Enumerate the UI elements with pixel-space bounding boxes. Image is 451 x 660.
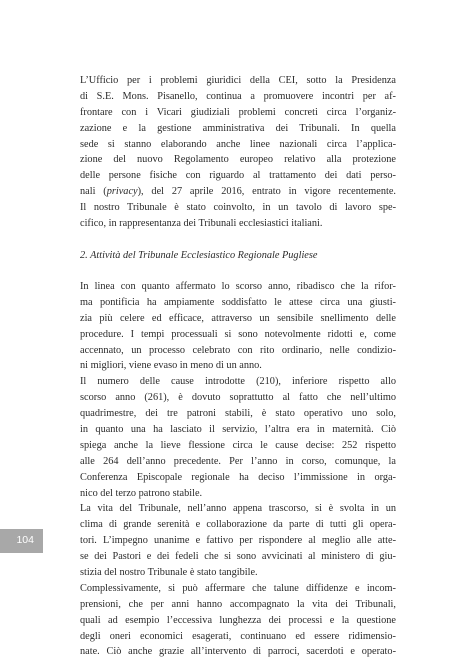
text-line: zia più celere ed efficace, attraverso un sensibile snellimento delle [80,312,396,324]
text-line: quali ad esempio l’eccessiva lunghezza dei processi e la questione [80,614,396,626]
text-line: degli oneri economici esagerati, continuano ed essere ridimensio- [80,630,396,642]
text-line: tori. L’impegno unanime e fattivo per rispondere al meglio alle atte- [80,535,396,547]
text-line: nate. Ciò anche grazie all’intervento di parroci, sacerdoti e operato- [80,646,396,658]
text-line: quadrimestre, dei tre patroni stabili, è stato operativo uno solo, [80,408,396,420]
text-line: Complessivamente, si può affermare che talune diffidenze e incom- [80,582,396,594]
text-line: stizia del nostro Tribunale è stato tangibile. [80,567,258,579]
page-number-tab [0,529,43,553]
text-line: di S.E. Mons. Pisanello, continua a promuovere incontri per af- [80,90,396,102]
text-line: scorso anno (261), è dovuto soprattutto al fatto che nell’ultimo [80,392,396,404]
text-line: in quanto una ha lasciato il servizio, l’altra era in maternità. Ciò [80,424,396,436]
page-number: 104 [16,534,34,546]
text-line: L’Ufficio per i problemi giuridici della CEI, sotto la Presidenza [80,75,396,86]
text-line: sede si stanno elaborando anche linee nazionali circa l’applica- [80,138,396,150]
text-line: delle persone fisiche con riguardo al trattamento dei dati perso- [80,170,396,182]
text-line: La vita del Tribunale, nell’anno appena trascorso, si è svolta in un [80,503,396,515]
text-line: se dei Pastori e dei fedeli che si sono avvicinati al ministero di giu- [80,551,396,563]
text-line: nico del terzo patrono stabile. [80,487,203,499]
text-line: cifico, in rappresentanza dei Tribunali ecclesiastici italiani. [80,218,323,230]
text-line: prensioni, che per anni hanno accompagnato la vita dei Tribunali, [80,598,396,610]
text-line: procedure. I tempi processuali si sono notevolmente ridotti e, come [80,328,396,340]
text-line: ma pontificia ha ampiamente soddisfatto le attese circa una giusti- [80,296,396,308]
text-line: Il nostro Tribunale è stato coinvolto, in un tavolo di lavoro spe- [80,202,396,214]
text-line: nali (privacy), del 27 aprile 2016, entrato in vigore recentemente. [80,186,396,198]
paragraph-attivita-tribunale [80,279,396,660]
text-line: In linea con quanto affermato lo scorso anno, ribadisco che la rifor- [80,281,396,292]
text-line: zazione e la gestione amministrativa dei Tribunali. In quella [80,122,396,134]
text-line: Conferenza Episcopale regionale ha deciso l’immissione in orga- [80,471,396,483]
text-line: Il numero delle cause introdotte (210), inferiore rispetto allo [80,376,396,388]
text-line: ni migliori, viene evaso in meno di un anno. [80,360,262,372]
text-line: accennato, un processo celebrato con rito ordinario, nelle condizio- [80,344,396,356]
text-line: zione del nuovo Regolamento europeo relativo alla protezione [80,154,396,166]
paragraph-ufficio-cei [80,73,396,232]
section-heading: 2. Attività del Tribunale Ecclesiastico Regionale Pugliese [80,250,318,261]
text-line: spiega anche la lieve flessione circa le cause decise: 252 rispetto [80,439,396,451]
text-line: frontare con i Vicari giudiziali problemi concreti circa l’organiz- [80,106,396,118]
text-line: clima di grande serenità e collaborazione da parte di tutti gli opera- [80,519,396,531]
text-line: alle 264 dell’anno precedente. Per l’anno in corso, comunque, la [80,455,396,467]
